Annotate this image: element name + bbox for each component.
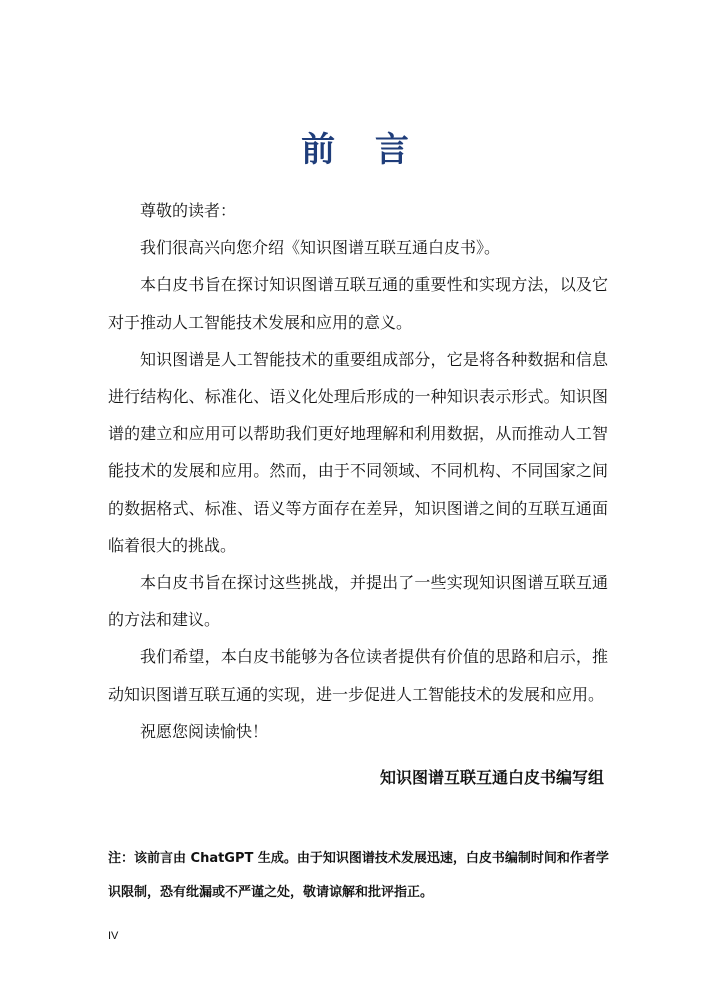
preface-body xyxy=(108,192,608,750)
purpose-paragraph: 本白皮书旨在探讨知识图谱互联互通的重要性和实现方法，以及它对于推动人工智能技术发展和应用的意义。 xyxy=(108,275,608,332)
page-title: 前 言 xyxy=(301,130,423,170)
signature: 知识图谱互联互通白皮书编写组 xyxy=(379,768,604,787)
page-number: IV xyxy=(108,930,119,942)
closing-paragraph: 祝愿您阅读愉快！ xyxy=(140,721,269,741)
hope-paragraph: 我们希望，本白皮书能够为各位读者提供有价值的思路和启示，推动知识图谱互联互通的实现，进一步促进人工智能技术的发展和应用。 xyxy=(108,647,608,704)
footnote: 注：该前言由 ChatGPT 生成。由于知识图谱技术发展迅速，白皮书编制时间和作者学识限制，恐有纰漏或不严谨之处，敬请谅解和批评指正。 xyxy=(108,851,609,900)
background-paragraph: 知识图谱是人工智能技术的重要组成部分，它是将各种数据和信息进行结构化、标准化、语义化处理后形成的一种知识表示形式。知识图谱的建立和应用可以帮助我们更好地理解和利用数据，从而推动人工智能技术的发展和应用。然而，由于不同领域、不同机构、不同国家之间的数据格式、标准、语义等方面存在差异，知识图谱之间的互联互通面临着很大的挑战。 xyxy=(108,349,608,555)
greeting-paragraph: 尊敬的读者： xyxy=(140,201,237,220)
intro-paragraph: 我们很高兴向您介绍《知识图谱互联互通白皮书》。 xyxy=(140,238,501,258)
approach-paragraph: 本白皮书旨在探讨这些挑战，并提出了一些实现知识图谱互联互通的方法和建议。 xyxy=(108,573,608,630)
